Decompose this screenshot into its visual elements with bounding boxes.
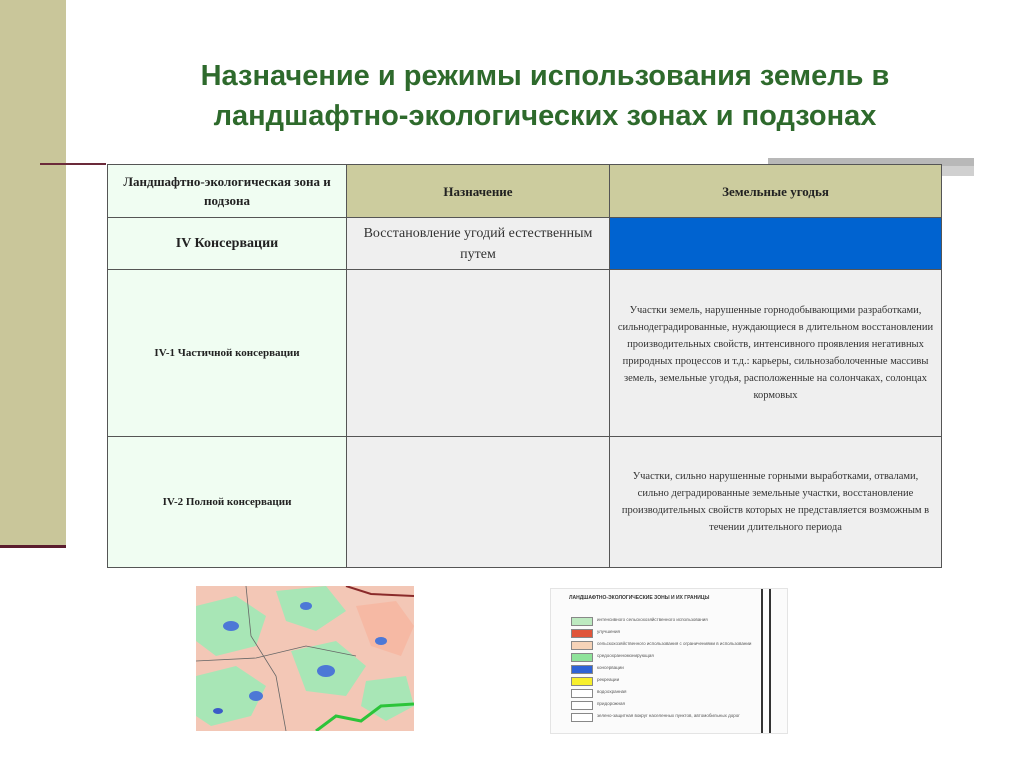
legend-border-line [761, 589, 763, 733]
legend-label: консервации [597, 665, 624, 670]
zone-cell: IV-2 Полной консервации [108, 437, 347, 568]
slide-title [80, 56, 1010, 136]
table-row [108, 270, 942, 437]
purpose-cell: Восстановление угодий естественным путем [347, 218, 610, 270]
zone-cell: IV Консервации [108, 218, 347, 270]
legend-swatch [571, 665, 593, 674]
header-purpose: Назначение [347, 165, 610, 218]
legend-image [550, 588, 788, 734]
left-decor-line [0, 545, 66, 548]
legend-item [571, 629, 761, 637]
legend-swatch [571, 713, 593, 722]
legend-label: зелено-защитная вокруг населенных пунктов, автомобильных дорог [597, 713, 740, 718]
legend-title: ЛАНДШАФТНО-ЭКОЛОГИЧЕСКИЕ ЗОНЫ И ИХ ГРАНИЦЫ [569, 595, 710, 601]
lands-cell: Участки земель, нарушенные горнодобывающими разработками, сильнодеградированные, нуждающиеся в длительном восстановлении производительных свойств, интенсивного проявления негативных природных процессов и т.д.: карьеры, сильнозаболоченные массивы земель, земельные угодья, расположенные на солончаках, солонцах кормовых [610, 270, 942, 437]
zones-map-image [196, 586, 414, 731]
legend-swatch [571, 701, 593, 710]
legend-item [571, 713, 761, 721]
legend-item [571, 665, 761, 673]
lands-cell-blue [610, 218, 942, 270]
legend-swatch [571, 641, 593, 650]
legend-label: рекреации [597, 677, 620, 682]
table-header-row [108, 165, 942, 218]
legend-item [571, 701, 761, 709]
table-row [108, 218, 942, 270]
header-zone: Ландшафтно-экологическая зона и подзона [108, 165, 347, 218]
legend-label: улучшения [597, 629, 620, 634]
legend-item [571, 689, 761, 697]
legend-swatch [571, 629, 593, 638]
legend-label: сельскохозяйственного использования с ограничениями в использовании [597, 641, 752, 646]
legend-item [571, 641, 761, 649]
title-line-2: ландшафтно-экологических зонах и подзонах [213, 100, 877, 132]
legend-item [571, 617, 761, 625]
header-lands: Земельные угодья [610, 165, 942, 218]
decor-line-left [40, 163, 106, 165]
zone-cell: IV-1 Частичной консервации [108, 270, 347, 437]
legend-swatch [571, 617, 593, 626]
table-row [108, 437, 942, 568]
lands-cell: Участки, сильно нарушенные горными выработками, отвалами, сильно деградированные земельные участки, восстановление производительных свойств которых не представляется возможным в течении длительного периода [610, 437, 942, 568]
legend-item [571, 653, 761, 661]
legend-border-line [769, 589, 771, 733]
left-decor-bar [0, 0, 66, 548]
legend-label: придорожная [597, 701, 625, 706]
legend-swatch [571, 689, 593, 698]
purpose-cell [347, 270, 610, 437]
decor-line-right-shadow [942, 166, 974, 176]
zones-table [107, 164, 942, 568]
title-line-1: Назначение и режимы использования земель в [200, 60, 890, 92]
legend-swatch [571, 653, 593, 662]
legend-label: водоохранная [597, 689, 627, 694]
legend-item [571, 677, 761, 685]
legend-label: средоохранномонирующая [597, 653, 654, 658]
map-drawing [196, 586, 414, 731]
legend-label: интенсивного сельскохозяйственного использования [597, 617, 708, 622]
purpose-cell [347, 437, 610, 568]
legend-swatch [571, 677, 593, 686]
